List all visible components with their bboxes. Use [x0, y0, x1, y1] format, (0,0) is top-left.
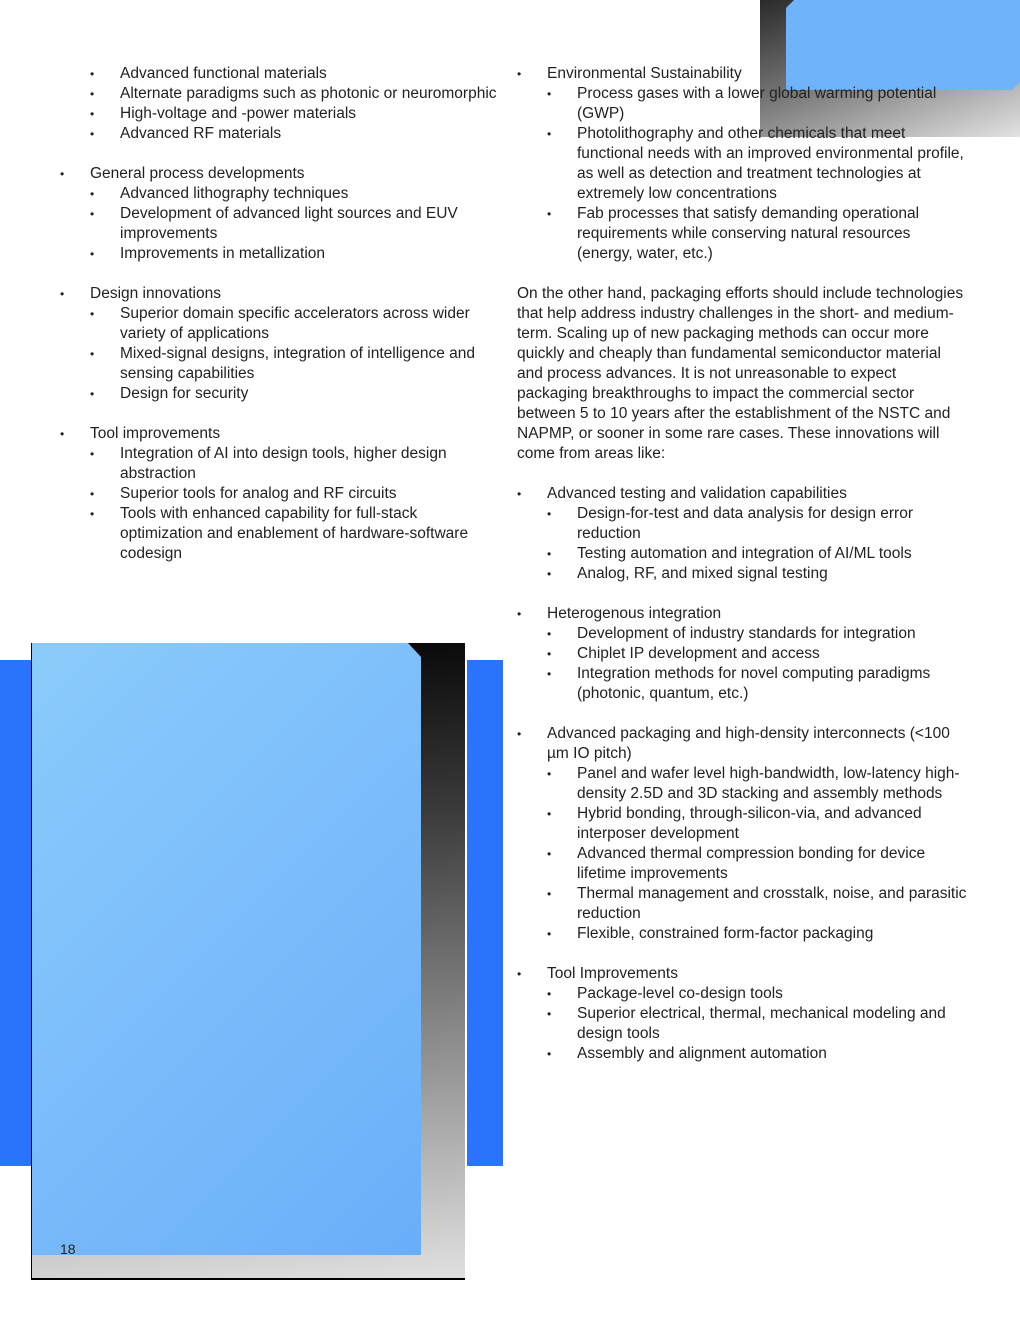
decorative-blue-strip-left [0, 660, 31, 1166]
sub-list-item [517, 204, 969, 264]
list-item-text: Environmental Sustainability [547, 65, 742, 82]
sub-list-item-text: Superior electrical, thermal, mechanical modeling and design tools [577, 1005, 946, 1042]
sub-list-item [60, 64, 500, 84]
sub-list-item [60, 84, 500, 104]
bullet-group [517, 484, 969, 584]
list-item-text: Design innovations [90, 285, 221, 302]
sub-list-item [517, 1004, 969, 1044]
sub-list-item-text: Design-for-test and data analysis for design error reduction [577, 505, 913, 542]
bullet-icon: • [547, 627, 552, 641]
list-item-text: Advanced testing and validation capabilities [547, 485, 847, 502]
bullet-icon: • [90, 107, 95, 121]
list-item-text: Advanced packaging and high-density interconnects (<100 µm IO pitch) [547, 725, 950, 762]
sub-list-item-text: Superior tools for analog and RF circuits [120, 485, 397, 502]
sub-list-item [60, 104, 500, 124]
sub-list-item-text: Fab processes that satisfy demanding operational requirements while conserving natural resources (energy, water, etc.) [577, 205, 920, 262]
sub-list-item [517, 844, 969, 884]
bullet-icon: • [547, 647, 552, 661]
sub-list-item [517, 644, 969, 664]
sub-list-item-text: Integration methods for novel computing paradigms (photonic, quantum, etc.) [577, 665, 931, 702]
left-column [60, 64, 500, 584]
sub-list-item-text: Development of industry standards for integration [577, 625, 916, 642]
bullet-group [60, 424, 500, 564]
sub-list-item [517, 504, 969, 544]
bullet-group [60, 284, 500, 404]
sub-list-item [517, 924, 969, 944]
bullet-icon: • [547, 507, 552, 521]
sub-list-item [60, 204, 500, 244]
bullet-icon: • [60, 427, 65, 441]
bullet-icon: • [90, 507, 95, 521]
bullet-icon: • [517, 727, 522, 741]
sub-list-item-text: Improvements in metallization [120, 245, 326, 262]
sub-list-item [517, 664, 969, 704]
sub-list-item [60, 384, 500, 404]
bullet-icon: • [547, 547, 552, 561]
sub-list-item [517, 84, 969, 124]
bullet-icon: • [90, 247, 95, 261]
list-item [60, 424, 500, 444]
bullet-icon: • [547, 887, 552, 901]
list-item [60, 164, 500, 184]
bullet-icon: • [547, 807, 552, 821]
sub-list-item-text: Assembly and alignment automation [577, 1045, 827, 1062]
bullet-icon: • [547, 667, 552, 681]
sub-list-item [517, 124, 969, 204]
bullet-icon: • [547, 1047, 552, 1061]
bullet-icon: • [547, 207, 552, 221]
sub-list-item [60, 304, 500, 344]
sub-list-item-text: Superior domain specific accelerators across wider variety of applications [120, 305, 470, 342]
bullet-icon: • [60, 167, 65, 181]
sub-list-item [60, 444, 500, 484]
sub-list-item-text: Thermal management and crosstalk, noise, and parasitic reduction [577, 885, 967, 922]
bullet-icon: • [90, 347, 95, 361]
bullet-group [60, 164, 500, 264]
sub-list-item-text: Testing automation and integration of AI/ML tools [577, 545, 912, 562]
sub-list-item-text: Chiplet IP development and access [577, 645, 820, 662]
page-number: 18 [60, 1241, 76, 1257]
bullet-icon: • [547, 767, 552, 781]
bullet-icon: • [90, 87, 95, 101]
sub-list-item-text: Design for security [120, 385, 249, 402]
list-item-text: General process developments [90, 165, 305, 182]
bullet-icon: • [547, 927, 552, 941]
sub-list-item-text: Flexible, constrained form-factor packaging [577, 925, 874, 942]
bullet-icon: • [517, 487, 522, 501]
sub-list-item-text: Mixed-signal designs, integration of intelligence and sensing capabilities [120, 345, 475, 382]
bullet-icon: • [547, 87, 552, 101]
bullet-group [517, 724, 969, 944]
sub-list-item-text: Hybrid bonding, through-silicon-via, and advanced interposer development [577, 805, 922, 842]
list-item [517, 64, 969, 84]
sub-list-item-text: Package-level co-design tools [577, 985, 783, 1002]
bullet-icon: • [90, 187, 95, 201]
decorative-blue-strip-right [467, 660, 503, 1166]
sub-list-item-text: Panel and wafer level high-bandwidth, low-latency high-density 2.5D and 3D stacking and assembly methods [577, 765, 960, 802]
sub-list-item [517, 984, 969, 1004]
bullet-icon: • [60, 287, 65, 301]
bullet-group [517, 64, 969, 264]
bullet-icon: • [90, 487, 95, 501]
list-item-text: Tool Improvements [547, 965, 678, 982]
bullet-icon: • [547, 847, 552, 861]
bullet-group [517, 964, 969, 1064]
list-item-text: Heterogenous integration [547, 605, 722, 622]
sub-list-item-text: Development of advanced light sources and EUV improvements [120, 205, 458, 242]
list-item [517, 604, 969, 624]
sub-list-item-text: Integration of AI into design tools, higher design abstraction [120, 445, 447, 482]
sub-list-item-text: High-voltage and -power materials [120, 105, 357, 122]
list-item [517, 724, 969, 764]
sub-list-item-text: Photolithography and other chemicals that meet functional needs with an improved environmental profile, as well as detection and treatment technologies at extremely low concentrations [577, 125, 964, 202]
list-item [60, 284, 500, 304]
list-item [517, 964, 969, 984]
bullet-icon: • [517, 67, 522, 81]
sub-list-item-text: Advanced functional materials [120, 65, 327, 82]
sub-list-item [60, 484, 500, 504]
sub-list-item [60, 244, 500, 264]
sub-list-item [60, 504, 500, 564]
bullet-icon: • [517, 967, 522, 981]
decorative-blue-panel [32, 643, 421, 1255]
bullet-icon: • [90, 207, 95, 221]
bullet-icon: • [547, 127, 552, 141]
sub-list-item-text: Analog, RF, and mixed signal testing [577, 565, 828, 582]
sub-list-item [517, 624, 969, 644]
sub-list-item-text: Tools with enhanced capability for full-stack optimization and enablement of hardware-software codesign [120, 505, 469, 562]
bullet-group [60, 64, 500, 144]
sub-list-item-text: Advanced thermal compression bonding for device lifetime improvements [577, 845, 926, 882]
sub-list-item [517, 764, 969, 804]
bullet-icon: • [547, 567, 552, 581]
bullet-icon: • [547, 1007, 552, 1021]
bullet-icon: • [90, 67, 95, 81]
sub-list-item [517, 1044, 969, 1064]
sub-list-item [60, 344, 500, 384]
sub-list-item-text: Advanced RF materials [120, 125, 282, 142]
sub-list-item [517, 564, 969, 584]
bullet-icon: • [90, 127, 95, 141]
sub-list-item-text: Process gases with a lower global warming potential (GWP) [577, 85, 937, 122]
sub-list-item [517, 884, 969, 924]
bullet-icon: • [90, 447, 95, 461]
sub-list-item-text: Alternate paradigms such as photonic or neuromorphic [120, 85, 497, 102]
list-item [517, 484, 969, 504]
bullet-icon: • [517, 607, 522, 621]
sub-list-item-text: Advanced lithography techniques [120, 185, 349, 202]
bullet-icon: • [547, 987, 552, 1001]
bullet-icon: • [90, 307, 95, 321]
sub-list-item [517, 804, 969, 844]
body-paragraph: On the other hand, packaging efforts should include technologies that help address industry challenges in the short- and medium-term. Scaling up of new packaging methods can occur more quickly and cheaply than fundamental semiconductor material and process advances. It is not unreasonable to expect packaging breakthroughs to impact the commercial sector between 5 to 10 years after the establishment of the NSTC and NAPMP, or sooner in some rare cases. These innovations will come from areas like: [517, 285, 964, 462]
right-column [517, 64, 969, 1084]
sub-list-item [60, 124, 500, 144]
bullet-group [517, 604, 969, 704]
bullet-icon: • [90, 387, 95, 401]
sub-list-item [517, 544, 969, 564]
list-item-text: Tool improvements [90, 425, 221, 442]
sub-list-item [60, 184, 500, 204]
